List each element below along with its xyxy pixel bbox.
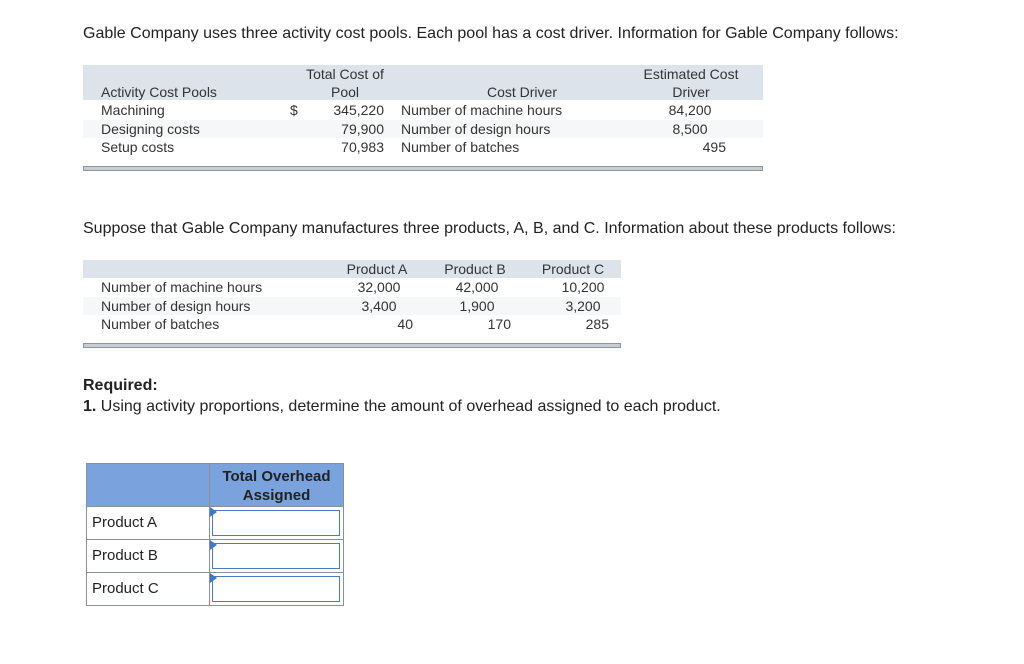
input-marker-icon — [210, 507, 217, 517]
header-estimated-line1: Estimated Cost — [643, 66, 739, 82]
pool-name: Designing costs — [101, 121, 200, 137]
pool-total: 79,900 — [341, 121, 384, 137]
answer-row-label-product-b: Product B — [86, 540, 210, 573]
answer-cell-product-b — [210, 540, 344, 573]
header-activity-cost-pools: Activity Cost Pools — [101, 84, 217, 100]
product-value: 3,400 — [361, 298, 397, 314]
answer-header-blank — [86, 463, 210, 507]
input-marker-icon — [210, 573, 217, 583]
product-value: 1,900 — [459, 298, 495, 314]
activity-label: Number of batches — [101, 316, 220, 332]
header-product-a: Product A — [346, 261, 408, 277]
product-value: 285 — [585, 316, 609, 332]
header-total-cost-line1: Total Cost of — [306, 66, 384, 82]
question-number: 1. — [83, 398, 97, 415]
pool-estimate: 8,500 — [672, 121, 708, 137]
product-value: 3,200 — [565, 298, 601, 314]
answer-header-line1: Total Overhead — [222, 468, 331, 485]
intro-text-cost-pools: Gable Company uses three activity cost pools. Each pool has a cost driver. Information for Gable Company follows: — [83, 25, 899, 42]
header-product-c: Product C — [541, 261, 605, 277]
currency-symbol: $ — [290, 102, 298, 118]
pool-total: 70,983 — [341, 139, 384, 155]
header-product-b: Product B — [444, 261, 506, 277]
pool-estimate: 495 — [702, 139, 726, 155]
pool-driver: Number of design hours — [401, 121, 551, 137]
pool-name: Setup costs — [101, 139, 175, 155]
answer-cell-product-a — [210, 507, 344, 540]
intro-text-products: Suppose that Gable Company manufactures three products, A, B, and C. Information about these products follows: — [83, 220, 896, 237]
table-bottom-bar — [83, 343, 621, 348]
activity-label: Number of design hours — [101, 298, 251, 314]
header-cost-driver: Cost Driver — [486, 84, 557, 100]
answer-row-label-product-a: Product A — [86, 507, 210, 540]
pool-estimate: 84,200 — [668, 102, 712, 118]
required-title: Required: — [83, 377, 158, 394]
pool-name: Machining — [101, 102, 165, 118]
pool-driver: Number of machine hours — [401, 102, 563, 118]
overhead-input-product-b[interactable] — [212, 543, 340, 569]
table-bottom-bar — [83, 166, 763, 171]
input-marker-icon — [210, 540, 217, 550]
pool-driver: Number of batches — [401, 139, 520, 155]
overhead-input-product-c[interactable] — [212, 576, 340, 602]
product-value: 40 — [397, 316, 413, 332]
product-value: 42,000 — [455, 279, 499, 295]
answer-row-label-product-c: Product C — [86, 573, 210, 606]
product-value: 170 — [487, 316, 511, 332]
answer-header-line2: Assigned — [242, 487, 311, 504]
required-question — [83, 398, 721, 416]
pool-total: 345,220 — [333, 102, 384, 118]
header-estimated-line2: Driver — [672, 84, 710, 100]
question-text: Using activity proportions, determine the amount of overhead assigned to each product. — [100, 398, 721, 415]
answer-cell-product-c — [210, 573, 344, 606]
header-total-cost-line2: Pool — [330, 84, 360, 100]
overhead-input-product-a[interactable] — [212, 510, 340, 536]
product-value: 32,000 — [357, 279, 401, 295]
activity-label: Number of machine hours — [101, 279, 263, 295]
product-value: 10,200 — [561, 279, 605, 295]
answer-header — [210, 463, 344, 507]
